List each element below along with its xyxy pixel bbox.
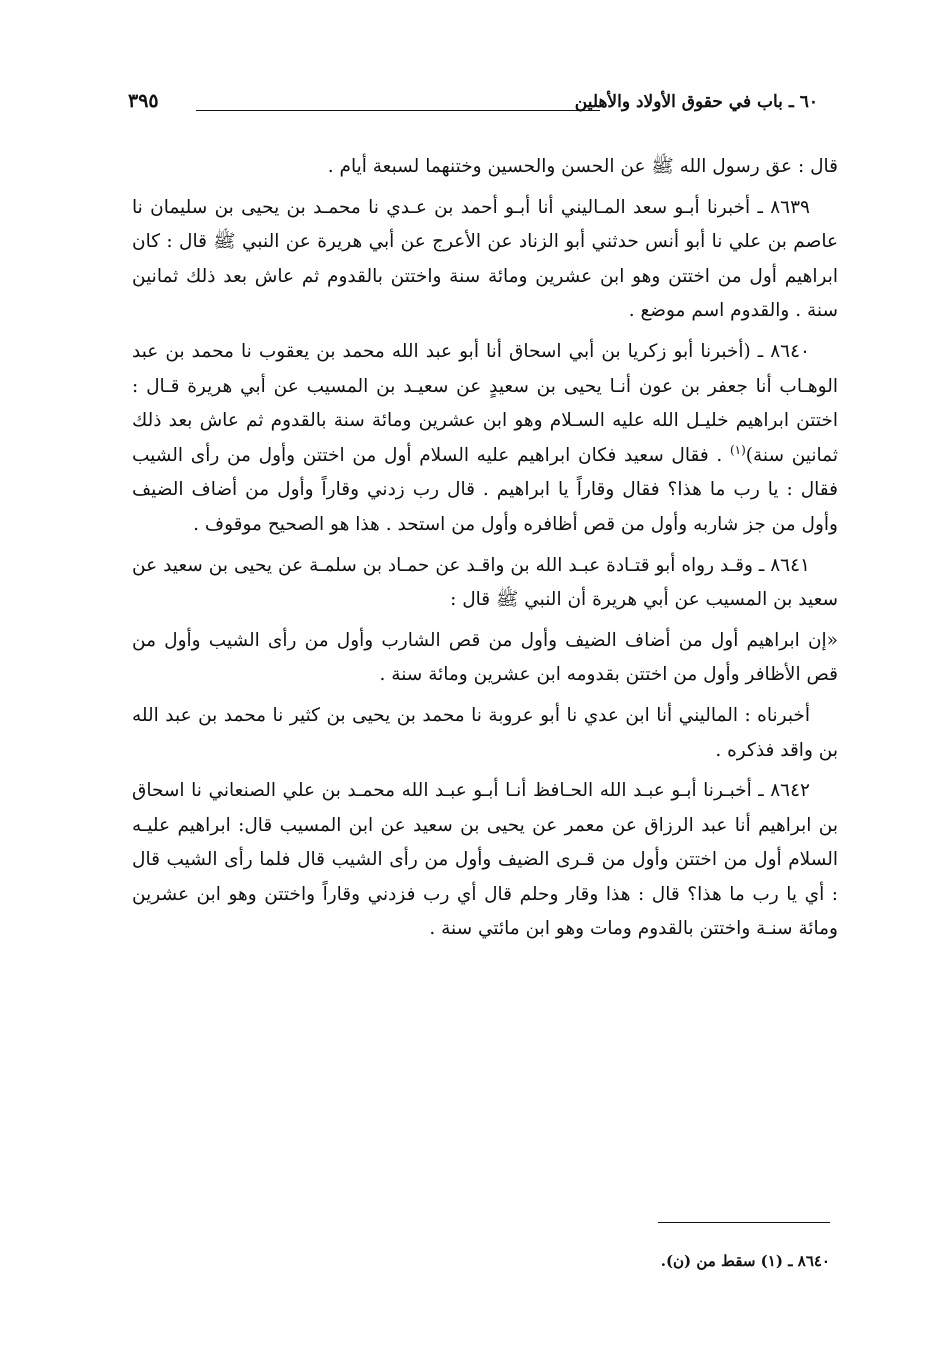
running-header: [128, 88, 818, 128]
hadith-8641-isnad: أخبرناه : الماليني أنا ابن عدي نا أبو عروبة نا محمد بن يحيى بن كثير نا محمد بن عبد الله بن واقد فذكره .: [132, 704, 838, 761]
page-number: ٣٩٥: [128, 90, 159, 112]
hadith-8639: ٨٦٣٩ ـ أخبرنا أبـو سعد المـاليني أنا أبـو أحمد بن عـدي نا محمـد بن يحيى بن سليمان نا عاصم بن علي نا أبو أنس حدثني أبو الزناد عن الأعرج عن أبي هريرة عن النبي ﷺ قال : كان ابراهيم أول من اختتن وهو ابن عشرين ومائة سنة واختتن بالقدوم ثم عاش بعد ذلك ثمانين سنة . والقدوم اسم موضع .: [132, 196, 838, 322]
footnote-rule: [658, 1222, 830, 1223]
header-rule: [196, 110, 600, 111]
paragraph-continuation: قال : عق رسول الله ﷺ عن الحسن والحسين وختنهما لسبعة أيام .: [327, 156, 838, 177]
chapter-title: ٦٠ ـ باب في حقوق الأولاد والأهلين: [574, 92, 818, 112]
hadith-8640-text: ٨٦٤٠ ـ (أخبرنا أبو زكريا بن أبي اسحاق أنا أبو عبد الله محمد بن يعقوب نا محمد بن عبد الوهـاب أنا جعفر بن عون أنـا يحيى بن سعيدٍ عن سعيـد بن المسيب عن أبي هريرة قـال : اختتن ابراهيم خليـل الله عليه السـلام وهو ابن عشرين ومائة سنة بالقدوم ثم عاش بعد ذلك ثمانين سنة): [132, 340, 838, 466]
hadith-8641: ٨٦٤١ ـ وقـد رواه أبو قتـادة عبـد الله بن واقـد عن حمـاد بن سلمـة عن يحيى بن سعيد عن سعيد بن المسيب عن أبي هريرة أن النبي ﷺ قال :: [132, 554, 838, 611]
footnote-reference: (١): [729, 442, 746, 457]
footnote: ٨٦٤٠ ـ (١) سقط من (ن).: [660, 1252, 830, 1270]
hadith-8642: ٨٦٤٢ ـ أخبـرنا أبـو عبـد الله الحـافظ أنـا أبـو عبـد الله محمـد بن علي الصنعاني نا اسحاق بن ابراهيم أنا عبد الرزاق عن معمر عن يحيى بن سعيد عن ابن المسيب قال: ابراهيم عليـه السلام أول من اختتن وأول من قـرى الضيف وأول من رأى الشيب قال فلما رأى الشيب قال : أي يا رب ما هذا؟ قال : هذا وقار وحلم قال أي رب فزدني وقاراً واختتن وهو ابن عشرين ومائة سنـة واختتن بالقدوم ومات وهو ابن مائتي سنة .: [132, 780, 838, 940]
hadith-8641-quote: «إن ابراهيم أول من أضاف الضيف وأول من قص الشارب وأول من رأى الشيب وأول من قص الأظافر وأول من اختتن بقدومه ابن عشرين ومائة سنة .: [132, 629, 838, 686]
hadith-8640-continuation: . فقال سعيد فكان ابراهيم عليه السلام أول من اختتن وأول من رأى الشيب فقال : يا رب ما هذا؟ فقال وقاراً يا ابراهيم . قال رب زدني وقاراً وأول من أضاف الضيف وأول من جز شاربه وأول من قص أظافره وأول من استحد . هذا هو الصحيح موقوف .: [132, 444, 838, 535]
hadith-8640: [132, 335, 838, 543]
main-text: [132, 150, 838, 953]
